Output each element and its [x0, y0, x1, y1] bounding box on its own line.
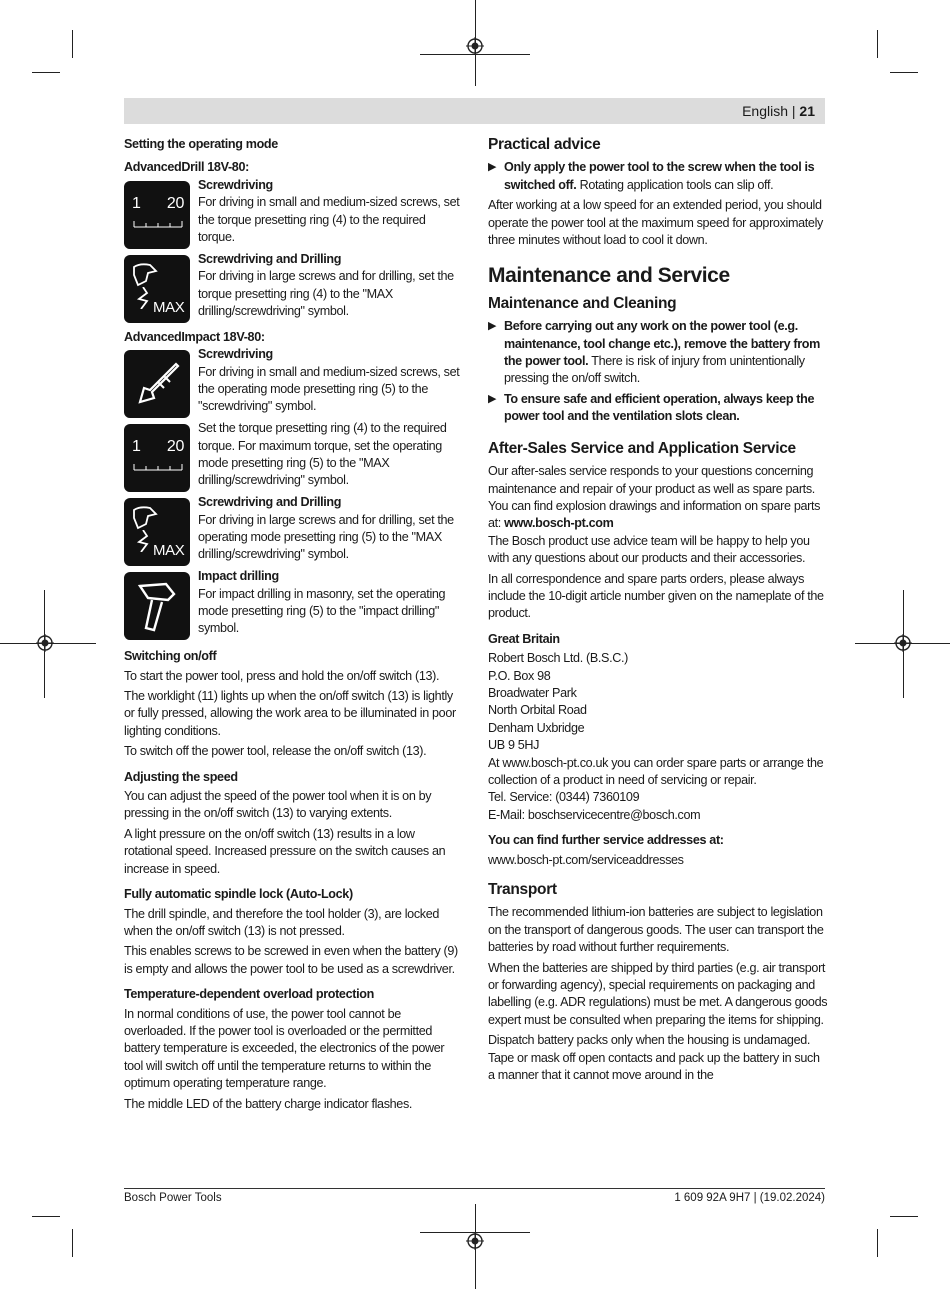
address-line: Denham Uxbridge [488, 720, 585, 735]
crop-mark [890, 1216, 918, 1217]
scale-max-label: 20 [166, 438, 184, 456]
mode-text: For driving in small and medium-sized screws, set the torque presetting ring (4) to the required torque. [198, 195, 460, 245]
maintenance-cleaning-heading: Maintenance and Cleaning [488, 294, 677, 312]
maintenance-service-heading: Maintenance and Service [488, 264, 730, 288]
practical-advice-heading: Practical advice [488, 136, 601, 153]
paragraph: To start the power tool, press and hold the on/off switch (13). [124, 668, 440, 683]
bullet-item [488, 391, 828, 426]
crop-mark [72, 30, 73, 58]
max-label: MAX [153, 542, 185, 560]
screw-icon [124, 350, 190, 418]
bullet-arrow-icon: ▶ [488, 320, 497, 333]
hammer-icon [124, 572, 190, 640]
bullet-arrow-icon: ▶ [488, 161, 497, 174]
footer-brand: Bosch Power Tools [124, 1192, 222, 1204]
model-heading: AdvancedDrill 18V-80: [124, 160, 249, 175]
address-line: P.O. Box 98 [488, 668, 551, 683]
section-heading: Setting the operating mode [124, 137, 278, 151]
paragraph: In normal conditions of use, the power tool cannot be overloaded. If the power tool is overloaded or the permitted battery temperature is exceeded, the electronics of the power tool will switch off until the temperature returns to within the optimum operating temperature range. [124, 1006, 445, 1091]
torque-scale-icon [124, 424, 190, 492]
paragraph: The middle LED of the battery charge indicator flashes. [124, 1096, 413, 1111]
crop-mark [32, 72, 60, 73]
drill-max-icon [124, 255, 190, 323]
page-header [124, 98, 825, 124]
transport-heading: Transport [488, 881, 557, 899]
bullet-text: Rotating application tools can slip off. [576, 177, 774, 192]
paragraph: The Bosch product use advice team will be happy to help you with any questions about our products and their accessories. [488, 533, 810, 566]
paragraph: The recommended lithium-ion batteries are subject to legislation on the transport of dangerous goods. The user can transport the batteries by road without further requirements. [488, 905, 824, 955]
mode-block [124, 494, 464, 566]
mode-title: Screwdriving and Drilling [198, 251, 342, 266]
header-language: English [742, 103, 788, 119]
bullet-bold-text: Before carrying out any work on the power tool (e.g. maintenance, tool change etc.), remove the battery from the power tool. [504, 319, 820, 369]
bullet-bold-text: Only apply the power tool to the screw when the tool is switched off. [504, 160, 815, 192]
further-addresses-heading: You can find further service addresses at: [488, 833, 724, 848]
mode-block [124, 346, 464, 418]
mode-text: For driving in large screws and for drilling, set the operating mode presetting ring (5) to the "MAX drilling/screwdriving" symbol. [198, 512, 454, 562]
speed-heading: Adjusting the speed [124, 769, 238, 784]
registration-mark-icon [894, 634, 912, 652]
scale-max-label: 20 [166, 194, 184, 212]
mode-block [124, 177, 464, 249]
bullet-arrow-icon: ▶ [488, 392, 497, 405]
paragraph: You can adjust the speed of the power tool when it is on by pressing in the on/off switch (13) to varying extents. [124, 789, 432, 821]
address-block [488, 650, 828, 824]
mode-title: Screwdriving [198, 347, 273, 362]
crop-mark [72, 1229, 73, 1257]
bullet-item [488, 318, 828, 388]
crop-mark [32, 1216, 60, 1217]
address-line: At www.bosch-pt.co.uk you can order spare parts or arrange the collection of a product in need of servicing or repair. [488, 755, 824, 787]
address-line: UB 9 5HJ [488, 738, 540, 753]
footer-rule [124, 1188, 825, 1189]
mode-title: Screwdriving and Drilling [198, 495, 342, 510]
crop-mark [877, 1229, 878, 1257]
registration-mark-icon [36, 634, 54, 652]
paragraph: In all correspondence and spare parts orders, please always include the 10-digit article number given on the nameplate of the product. [488, 571, 824, 621]
scale-min-label: 1 [132, 438, 141, 456]
paragraph: The drill spindle, and therefore the tool holder (3), are locked when the on/off switch (13) is not pressed. [124, 906, 440, 938]
paragraph: Dispatch battery packs only when the housing is undamaged. Tape or mask off open contacts and pack up the battery in such a manner that it cannot move around in the [488, 1033, 820, 1083]
great-britain-heading: Great Britain [488, 631, 560, 646]
header-page-label: English | 21 [742, 103, 815, 119]
address-line: North Orbital Road [488, 703, 587, 718]
registration-mark-icon [466, 1232, 484, 1250]
mode-title: Screwdriving [198, 177, 273, 192]
mode-block [124, 568, 464, 640]
mode-text: For impact drilling in masonry, set the operating mode presetting ring (5) to the "impact drilling" symbol. [198, 586, 446, 636]
after-sales-text: Our after-sales service responds to your questions concerning maintenance and repair of your product as well as spare parts. You can find explosion drawings and information on spare parts at: [488, 464, 821, 531]
overload-heading: Temperature-dependent overload protection [124, 987, 374, 1002]
after-sales-heading: After-Sales Service and Application Service [488, 439, 796, 457]
address-line: Robert Bosch Ltd. (B.S.C.) [488, 651, 628, 666]
paragraph: When the batteries are shipped by third parties (e.g. air transport or forwarding agency), special requirements on packaging and labelling (e.g. ADR regulations) must be met. A dangerous goods expert must be consulted when preparing the items for shipping. [488, 960, 828, 1027]
paragraph: After working at a low speed for an extended period, you should operate the power tool at the maximum speed for approximately three minutes without load to cool it down. [488, 198, 823, 248]
drill-max-icon [124, 498, 190, 566]
address-line: Broadwater Park [488, 685, 577, 700]
scale-min-label: 1 [132, 194, 141, 212]
mode-text: Set the torque presetting ring (4) to the required torque. For maximum torque, set the operating mode presetting ring (5) to the "MAX drilling/screwdriving" symbol. [198, 421, 447, 488]
max-label: MAX [153, 298, 185, 316]
paragraph: To switch off the power tool, release the on/off switch (13). [124, 744, 427, 759]
paragraph: This enables screws to be screwed in even when the battery (9) is empty and allows the power tool to be used as a screwdriver. [124, 944, 458, 976]
autolock-heading: Fully automatic spindle lock (Auto-Lock) [124, 887, 353, 902]
model-heading: AdvancedImpact 18V-80: [124, 329, 265, 344]
crop-mark [890, 72, 918, 73]
bosch-pt-link[interactable]: www.bosch-pt.com [504, 516, 614, 531]
right-column [488, 136, 828, 1088]
mode-title: Impact drilling [198, 569, 279, 584]
paragraph [488, 463, 828, 533]
email-line: E-Mail: boschservicecentre@bosch.com [488, 807, 701, 822]
crop-mark [877, 30, 878, 58]
service-addresses-link[interactable]: www.bosch-pt.com/serviceaddresses [488, 852, 684, 867]
bullet-text: There is risk of injury from unintentionally pressing the on/off switch. [504, 354, 805, 386]
paragraph: A light pressure on the on/off switch (13) results in a low rotational speed. Increased pressure on the switch causes an increase in speed. [124, 826, 446, 876]
page-number: 21 [799, 103, 815, 119]
registration-mark-icon [466, 37, 484, 55]
paragraph: The worklight (11) lights up when the on/off switch (13) is lightly or fully pressed, allowing the work area to be illuminated in poor lighting conditions. [124, 689, 456, 738]
footer-doc-number: 1 609 92A 9H7 | (19.02.2024) [674, 1192, 825, 1204]
switch-heading: Switching on/off [124, 649, 217, 664]
left-column [124, 136, 464, 1116]
mode-text: For driving in small and medium-sized screws, set the operating mode presetting ring (5) to the "screwdriving" symbol. [198, 364, 460, 414]
bullet-item [488, 159, 828, 194]
mode-text: For driving in large screws and for drilling, set the torque presetting ring (4) to the "MAX drilling/screwdriving" symbol. [198, 269, 454, 319]
torque-scale-icon [124, 181, 190, 249]
bullet-bold-text: To ensure safe and efficient operation, always keep the power tool and the ventilation slots clean. [504, 391, 815, 424]
mode-block [124, 251, 464, 323]
mode-block [124, 420, 464, 492]
phone-line: Tel. Service: (0344) 7360109 [488, 790, 640, 805]
